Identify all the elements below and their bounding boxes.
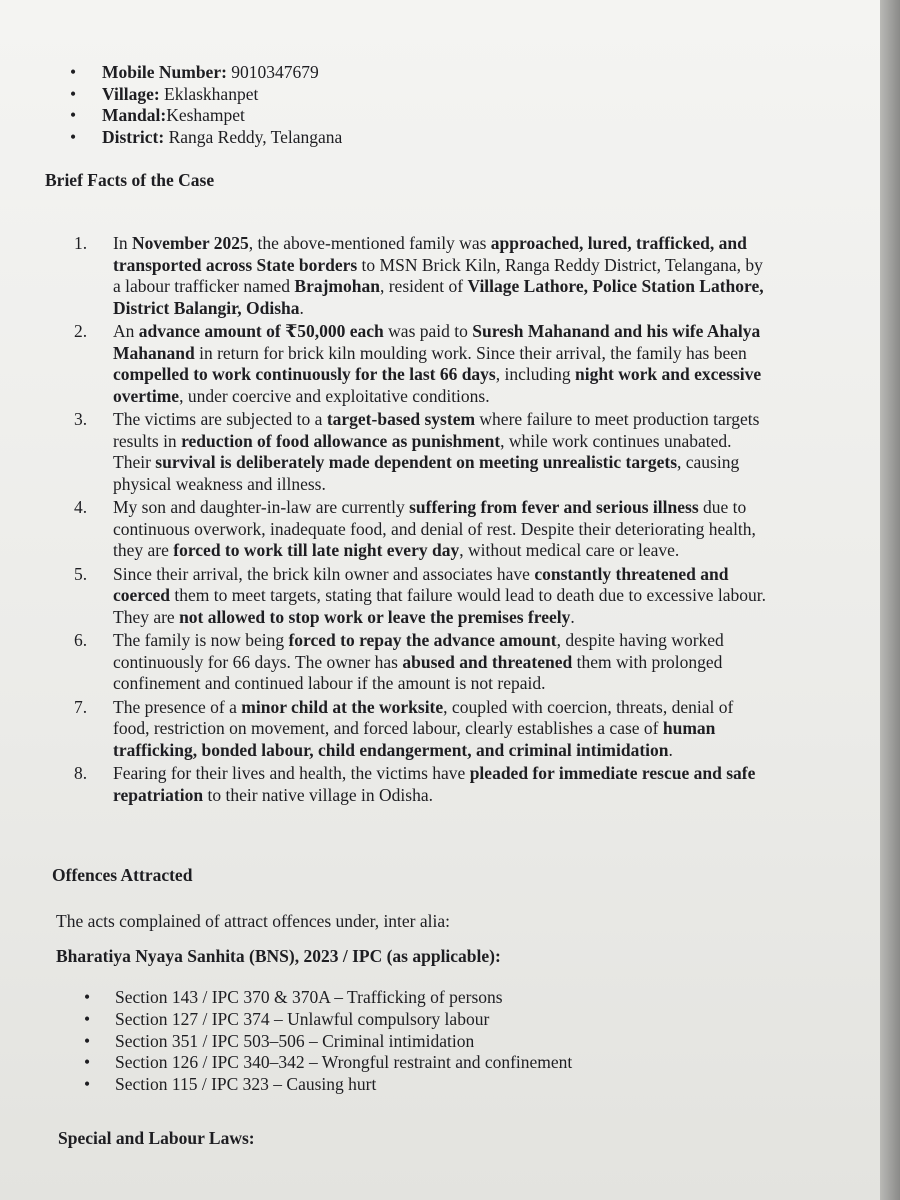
fact-emphasis: pleaded for immediate rescue and safe repatriation: [113, 763, 756, 805]
fact-item: [74, 321, 770, 407]
fact-item: [74, 696, 770, 762]
contact-item-mobile: • Mobile Number: 9010347679: [70, 62, 342, 84]
section-item: • Section 351 / IPC 503–506 – Criminal intimidation: [84, 1031, 572, 1053]
fact-number: 6.: [74, 630, 88, 650]
fact-item: [74, 563, 770, 629]
fact-item: [74, 233, 770, 319]
fact-text: to their native village in Odisha.: [203, 784, 433, 805]
fact-text: was paid to: [383, 321, 473, 341]
fact-emphasis: abused and threatened: [402, 651, 573, 672]
fact-item: [74, 497, 770, 562]
fact-text: due to continuous overwork, inadequate food, and denial of rest. Despite their deteriorating health, they are: [113, 497, 756, 560]
fact-text: them with prolonged confinement and continued labour if the amount is not repaid.: [113, 651, 723, 693]
fact-emphasis: approached, lured, trafficked, and transported across State borders: [113, 233, 747, 275]
fact-text: in return for brick kiln moulding work. Since their arrival, the family has been: [194, 342, 747, 363]
fact-emphasis: night work and excessive overtime: [113, 364, 762, 406]
facts-list: [74, 233, 770, 808]
fact-number: 8.: [74, 763, 88, 783]
fact-text: The family is now being: [113, 630, 289, 650]
fact-item: [74, 409, 770, 495]
fact-text: , without medical care or leave.: [459, 540, 680, 560]
fact-text: , while work continues unabated. Their: [113, 430, 732, 472]
fact-emphasis: constantly threatened and coerced: [113, 563, 729, 605]
fact-emphasis: advance amount of ₹50,000 each: [138, 321, 384, 341]
fact-emphasis: Brajmohan: [294, 276, 380, 296]
fact-text: .: [299, 297, 304, 318]
fact-emphasis: forced to work till late night every day: [173, 540, 460, 560]
fact-emphasis: human trafficking, bonded labour, child endangerment, and criminal intimidation: [113, 718, 716, 760]
offences-heading: Offences Attracted: [52, 865, 193, 885]
fact-text: , the above-mentioned family was: [248, 233, 491, 253]
fact-text: , despite having worked continuously for 66 days. The owner has: [113, 630, 724, 672]
page-edge-shadow: [880, 0, 900, 1200]
sections-list: [84, 987, 572, 1096]
fact-item: [74, 630, 770, 695]
section-item: • Section 115 / IPC 323 – Causing hurt: [84, 1074, 572, 1096]
fact-emphasis: minor child at the worksite: [241, 696, 444, 717]
fact-text: them to meet targets, stating that failure would lead to death due to excessive labour. They are: [113, 585, 766, 627]
fact-text: , coupled with coercion, threats, denial of food, restriction on movement, and forced labour, clearly establishes a case of: [113, 696, 734, 738]
fact-emphasis: forced to repay the advance amount: [288, 630, 557, 650]
fact-text: Fearing for their lives and health, the victims have: [113, 763, 470, 783]
fact-emphasis: survival is deliberately made dependent on meeting unrealistic targets: [155, 452, 677, 472]
contact-details-list: [70, 62, 342, 148]
fact-number: 5.: [74, 563, 88, 584]
fact-number: 3.: [74, 409, 88, 429]
fact-text: , resident of: [379, 276, 468, 296]
fact-number: 4.: [74, 497, 88, 517]
fact-emphasis: reduction of food allowance as punishment: [181, 430, 501, 451]
fact-item: [74, 763, 770, 806]
offences-intro: The acts complained of attract offences under, inter alia:: [56, 911, 451, 931]
fact-text: , under coercive and exploitative conditions.: [179, 385, 490, 406]
fact-number: 7.: [74, 696, 88, 717]
fact-text: , including: [495, 364, 575, 384]
fact-text: The victims are subjected to a: [113, 409, 327, 429]
fact-text: Since their arrival, the brick kiln owner and associates have: [113, 563, 535, 584]
fact-emphasis: Village Lathore, Police Station Lathore, District Balangir, Odisha: [113, 276, 764, 318]
fact-text: to MSN Brick Kiln, Ranga Reddy District, Telangana, by a labour trafficker named: [113, 254, 763, 296]
contact-item-district: • District: Ranga Reddy, Telangana: [70, 127, 342, 149]
fact-emphasis: suffering from fever and serious illness: [409, 497, 699, 517]
fact-text: The presence of a: [113, 696, 242, 717]
contact-item-mandal: • Mandal:Keshampet: [70, 105, 342, 127]
fact-emphasis: compelled to work continuously for the last 66 days: [113, 364, 496, 384]
fact-emphasis: Suresh Mahanand and his wife Ahalya Mahanand: [113, 321, 761, 363]
section-item: • Section 143 / IPC 370 & 370A – Trafficking of persons: [84, 987, 572, 1009]
fact-emphasis: target-based system: [326, 409, 476, 429]
fact-text: My son and daughter-in-law are currently: [113, 497, 410, 517]
special-laws-heading: Special and Labour Laws:: [58, 1128, 255, 1148]
facts-heading: Brief Facts of the Case: [45, 170, 215, 190]
fact-text: where failure to meet production targets results in: [113, 409, 760, 451]
fact-emphasis: November 2025: [131, 233, 249, 253]
fact-emphasis: not allowed to stop work or leave the premises freely: [179, 606, 571, 627]
fact-text: An: [113, 321, 139, 341]
section-item: • Section 126 / IPC 340–342 – Wrongful restraint and confinement: [84, 1052, 572, 1074]
fact-text: , causing physical weakness and illness.: [113, 452, 740, 494]
fact-number: 1.: [74, 233, 88, 253]
fact-text: .: [668, 739, 673, 760]
fact-text: In: [113, 233, 132, 253]
fact-text: .: [570, 606, 575, 627]
section-item: • Section 127 / IPC 374 – Unlawful compulsory labour: [84, 1009, 572, 1031]
contact-item-village: • Village: Eklaskhanpet: [70, 84, 342, 106]
bns-heading: Bharatiya Nyaya Sanhita (BNS), 2023 / IPC (as applicable):: [56, 946, 501, 966]
fact-number: 2.: [74, 321, 88, 341]
